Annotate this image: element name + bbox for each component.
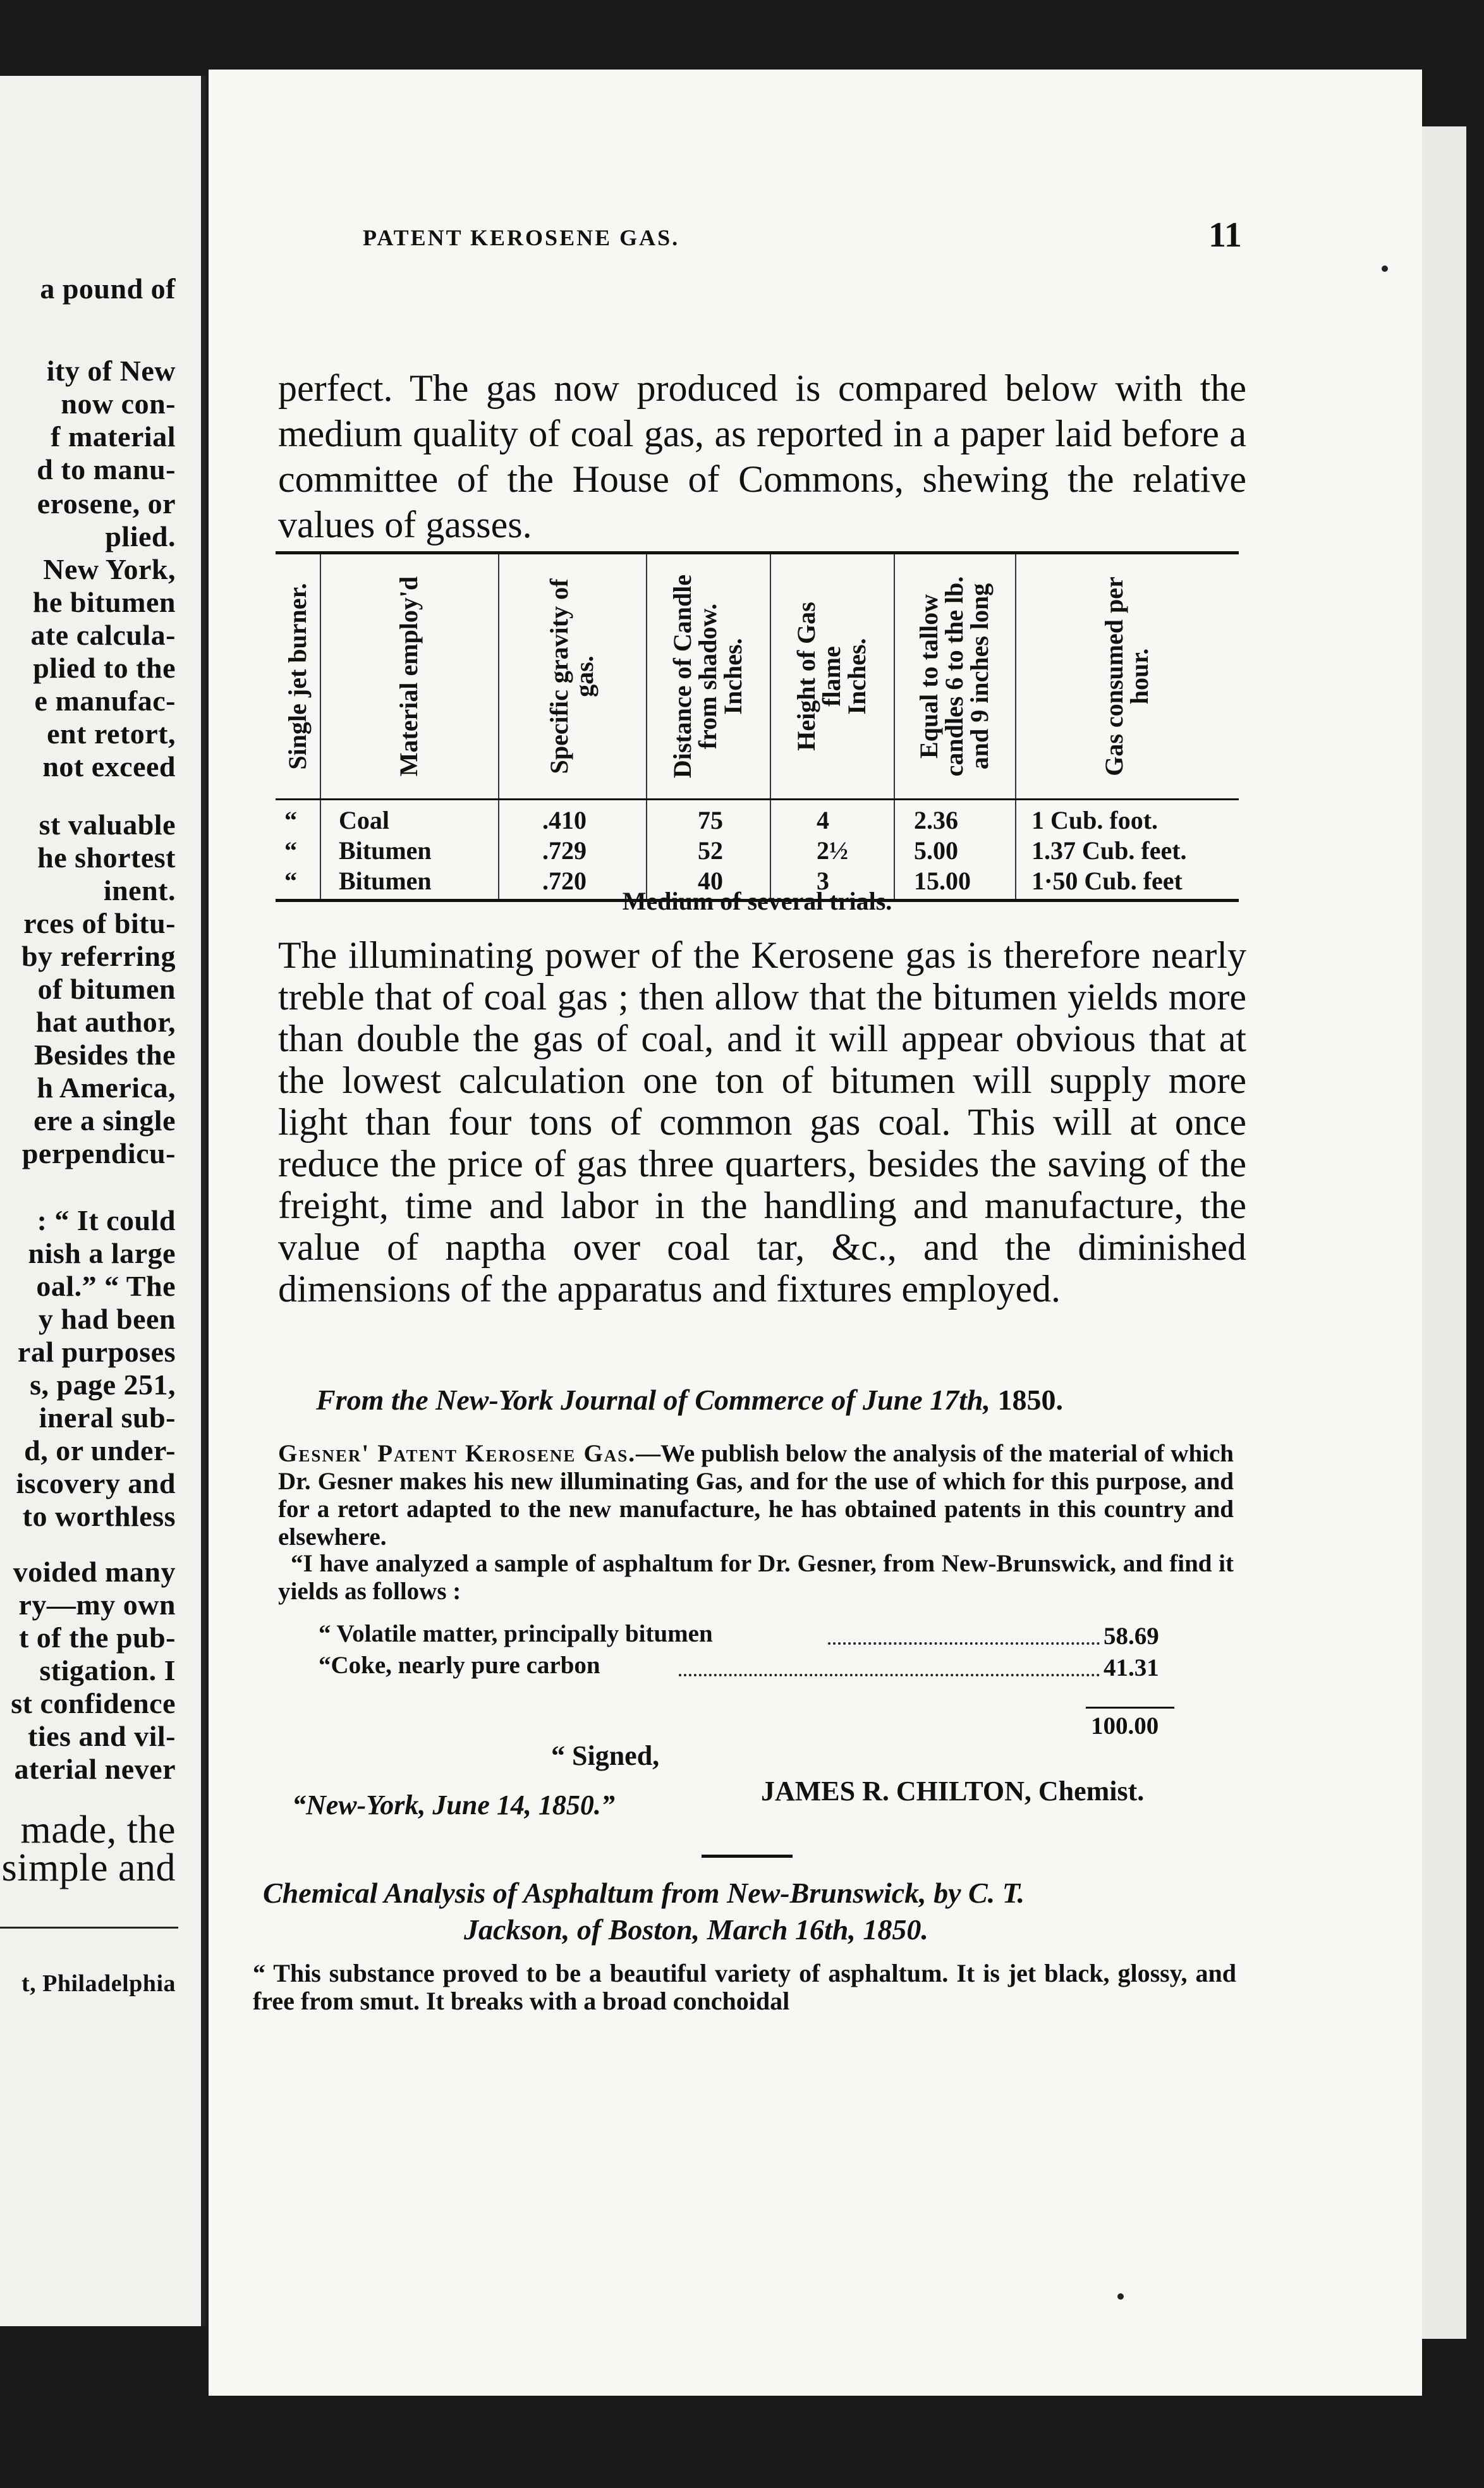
previous-page-fragment	[0, 76, 201, 2326]
leader-dots	[828, 1642, 1100, 1645]
extract-lead-in: Gesner' Patent Kerosene Gas.	[278, 1440, 636, 1467]
page-edge	[1422, 126, 1466, 2339]
previous-page-line: of bitumen	[37, 973, 176, 1005]
table-cell: 5.00	[914, 836, 958, 865]
table-cell: .410	[542, 806, 587, 834]
previous-page-line: oal.” “ The	[36, 1270, 176, 1302]
gas-comparison-table	[276, 551, 1239, 902]
analysis-section-title: Chemical Analysis of Asphaltum from New-Brunswick, by C. T. Jackson, of Boston, March 16th, 1850.	[263, 1877, 1025, 1946]
section-rule	[702, 1855, 793, 1858]
header-material: Material employ'd	[320, 554, 499, 798]
previous-page-line: inent.	[103, 874, 176, 906]
page-gutter	[201, 76, 206, 2326]
table-column-rule	[770, 800, 771, 899]
analysis-quote: “ This substance proved to be a beautiful variety of asphaltum. It is jet black, glossy, and free from smut. It breaks with a broad conchoidal	[253, 1959, 1236, 2015]
table-header-row	[276, 554, 1239, 800]
table-column-rule	[646, 800, 647, 899]
leader-dots	[679, 1674, 1100, 1676]
previous-page-line: d, or under-	[24, 1434, 176, 1467]
header-burner: Single jet burner.	[276, 554, 321, 798]
analysis-value-volatile: 58.69	[1104, 1623, 1159, 1650]
analysis-total: 100.00	[1091, 1712, 1159, 1740]
intro-paragraph: perfect. The gas now produced is compared below with the medium quality of coal gas, as reported in a paper laid before a committee of the House of Commons, shewing the relative values of gasses.	[278, 367, 1246, 546]
previous-page-line: voided many	[13, 1556, 176, 1588]
analysis-value-coke: 41.31	[1104, 1654, 1159, 1681]
total-rule	[1086, 1707, 1174, 1709]
analysis-row-coke: “Coke, nearly pure carbon	[319, 1652, 600, 1679]
chemist-signature: JAMES R. CHILTON, Chemist.	[761, 1776, 1145, 1807]
table-cell: 1·50 Cub. feet	[1031, 867, 1183, 895]
table-cell: .720	[542, 867, 587, 895]
previous-page-line: d to manu-	[37, 453, 176, 485]
header-candles: Equal to tallow candles 6 to the lb. and 9 inches long	[894, 554, 1016, 798]
previous-page-line: made, the	[20, 1808, 176, 1851]
previous-page-line: plied.	[105, 520, 176, 552]
previous-page-line: ent retort,	[47, 717, 176, 750]
previous-page-line: erosene, or	[37, 487, 176, 520]
previous-page-line: y had been	[38, 1303, 176, 1335]
header-gravity: Specific gravity of gas.	[498, 554, 647, 798]
previous-page-line: ineral sub-	[39, 1401, 176, 1434]
specks	[1117, 2293, 1124, 2300]
previous-page-line: to worthless	[22, 1500, 176, 1532]
previous-page-line: st confidence	[11, 1687, 176, 1719]
table-cell: 4	[817, 806, 829, 834]
previous-page-line: Besides the	[34, 1039, 176, 1071]
signed-label: “ Signed,	[551, 1740, 660, 1771]
table-cell: 2.36	[914, 806, 958, 834]
previous-page-line: now con-	[61, 387, 176, 420]
previous-page-line: ral purposes	[17, 1336, 176, 1368]
quote-intro: “I have analyzed a sample of asphaltum for Dr. Gesner, from New-Brunswick, and find it yields as follows :	[278, 1550, 1234, 1605]
previous-page-line: not exceed	[42, 750, 176, 783]
previous-page-line: aterial never	[14, 1753, 176, 1785]
table-cell: .729	[542, 836, 587, 865]
table-cell: Bitumen	[339, 836, 432, 865]
table-cell: Coal	[339, 806, 389, 834]
header-distance: Distance of Candle from shadow. Inches.	[646, 554, 771, 798]
table-cell: Bitumen	[339, 867, 432, 895]
table-column-rule	[320, 800, 321, 899]
table-cell: “	[284, 806, 297, 834]
specks	[1382, 265, 1388, 272]
previous-page-line: nish a large	[28, 1237, 176, 1269]
previous-page-line: e manufac-	[34, 685, 176, 717]
previous-page-line: st valuable	[39, 808, 176, 841]
table-cell: 40	[698, 867, 723, 895]
previous-page-line: New York,	[43, 553, 176, 585]
table-cell: 52	[698, 836, 723, 865]
previous-page-line: ate calcula-	[30, 619, 176, 651]
table-cell: 2½	[817, 836, 848, 865]
previous-page-line: rces of bitu-	[23, 907, 176, 939]
table-cell: 1 Cub. foot.	[1031, 806, 1159, 834]
previous-page-line: s, page 251,	[30, 1369, 176, 1401]
previous-page-line: ry—my own	[18, 1589, 176, 1621]
table-column-rule	[498, 800, 499, 899]
table-column-rule	[1015, 800, 1016, 899]
analysis-row-volatile: “ Volatile matter, principally bitumen	[319, 1620, 713, 1647]
previous-page-line: ties and vil-	[28, 1720, 176, 1752]
previous-page-line: plied to the	[33, 652, 176, 684]
previous-page-line: a pound of	[40, 272, 176, 305]
previous-page-rule	[0, 1927, 178, 1929]
previous-page-footer: t, Philadelphia	[21, 1970, 176, 1997]
table-note: Medium of several trials.	[622, 887, 892, 915]
previous-page-line: t of the pub-	[18, 1621, 176, 1654]
table-row	[276, 805, 1239, 836]
dateline: “New-York, June 14, 1850.”	[292, 1790, 615, 1820]
table-cell: 15.00	[914, 867, 971, 895]
extract-body	[278, 1440, 1234, 1551]
previous-page-line: ity of New	[46, 355, 176, 387]
table-cell: 75	[698, 806, 723, 834]
table-cell: “	[284, 836, 297, 865]
table-column-rule	[894, 800, 895, 899]
extract-source-line: From the New-York Journal of Commerce of June 17th, 1850.	[316, 1384, 1064, 1416]
table-cell: 3	[817, 867, 829, 895]
previous-page-line: f material	[51, 420, 176, 453]
table-cell: 1.37 Cub. feet.	[1031, 836, 1187, 865]
page-number: 11	[1208, 216, 1242, 255]
previous-page-line: iscovery and	[16, 1467, 176, 1499]
previous-page-line: ere a single	[33, 1104, 176, 1137]
running-title: PATENT KEROSENE GAS.	[363, 225, 680, 250]
extract-text: —We publish below the analysis of the material of which Dr. Gesner makes his new illuminating Gas, and for the use of which for this purpose, and for a retort adapted to the new manufacture, he has obtained patents in this country and elsewhere.	[278, 1440, 1234, 1551]
previous-page-line: stigation. I	[39, 1654, 176, 1686]
table-cell: “	[284, 867, 297, 895]
previous-page-line: he shortest	[37, 841, 176, 874]
previous-page-line: by referring	[21, 940, 176, 972]
previous-page-line: he bitumen	[32, 586, 176, 618]
header-height: Height of Gas flame Inches.	[770, 554, 895, 798]
previous-page-line: perpendicu-	[21, 1137, 176, 1169]
table-row	[276, 836, 1239, 866]
previous-page-line: h America,	[37, 1071, 176, 1104]
previous-page-line: : “ It could	[37, 1204, 176, 1236]
previous-page-line: simple and	[1, 1846, 176, 1889]
main-paragraph: The illuminating power of the Kerosene gas is therefore nearly treble that of coal gas ; then allow that the bitumen yields more than double the gas of coal, and it will appear obvious that at the lowest calculation one ton of bitumen will supply more light than four tons of common gas coal. This will at once reduce the price of gas three quarters, besides the saving of the freight, time and labor in the handling and manufacture, the value of naptha over coal tar, &c., and the diminished dimensions of the apparatus and fixtures employed.	[278, 934, 1246, 1310]
header-consumption: Gas consumed per hour.	[1100, 576, 1153, 776]
previous-page-line: hat author,	[35, 1006, 176, 1038]
